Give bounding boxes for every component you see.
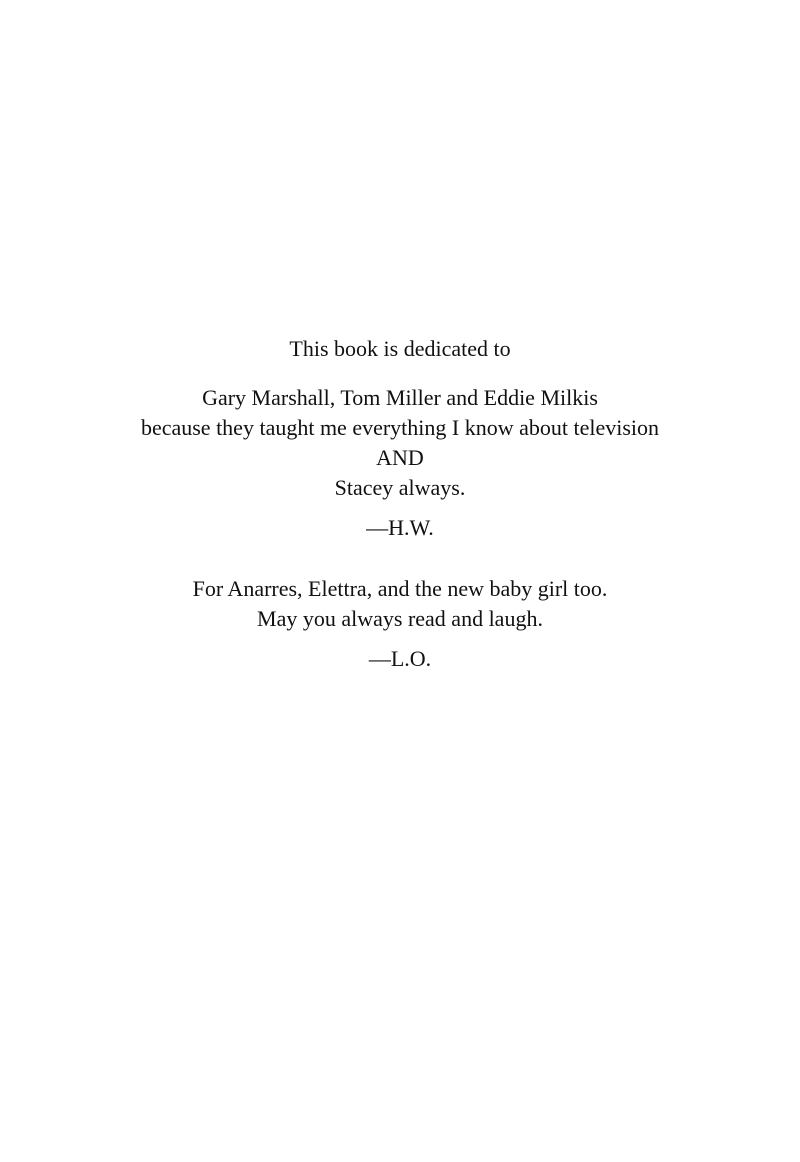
signature-lo: —L.O. — [368, 646, 432, 671]
dedication-reason: because they taught me everything I know about television — [140, 415, 660, 440]
dedication-names: Gary Marshall, Tom Miller and Eddie Milkis — [202, 385, 598, 410]
signature-hw: —H.W. — [366, 515, 434, 540]
second-dedication-names: For Anarres, Elettra, and the new baby girl too. — [192, 576, 608, 601]
dedication-intro: This book is dedicated to — [289, 336, 511, 361]
second-dedication-wish: May you always read and laugh. — [257, 606, 543, 631]
dedication-closing: Stacey always. — [334, 475, 466, 500]
dedication-conjunction: AND — [376, 445, 424, 470]
